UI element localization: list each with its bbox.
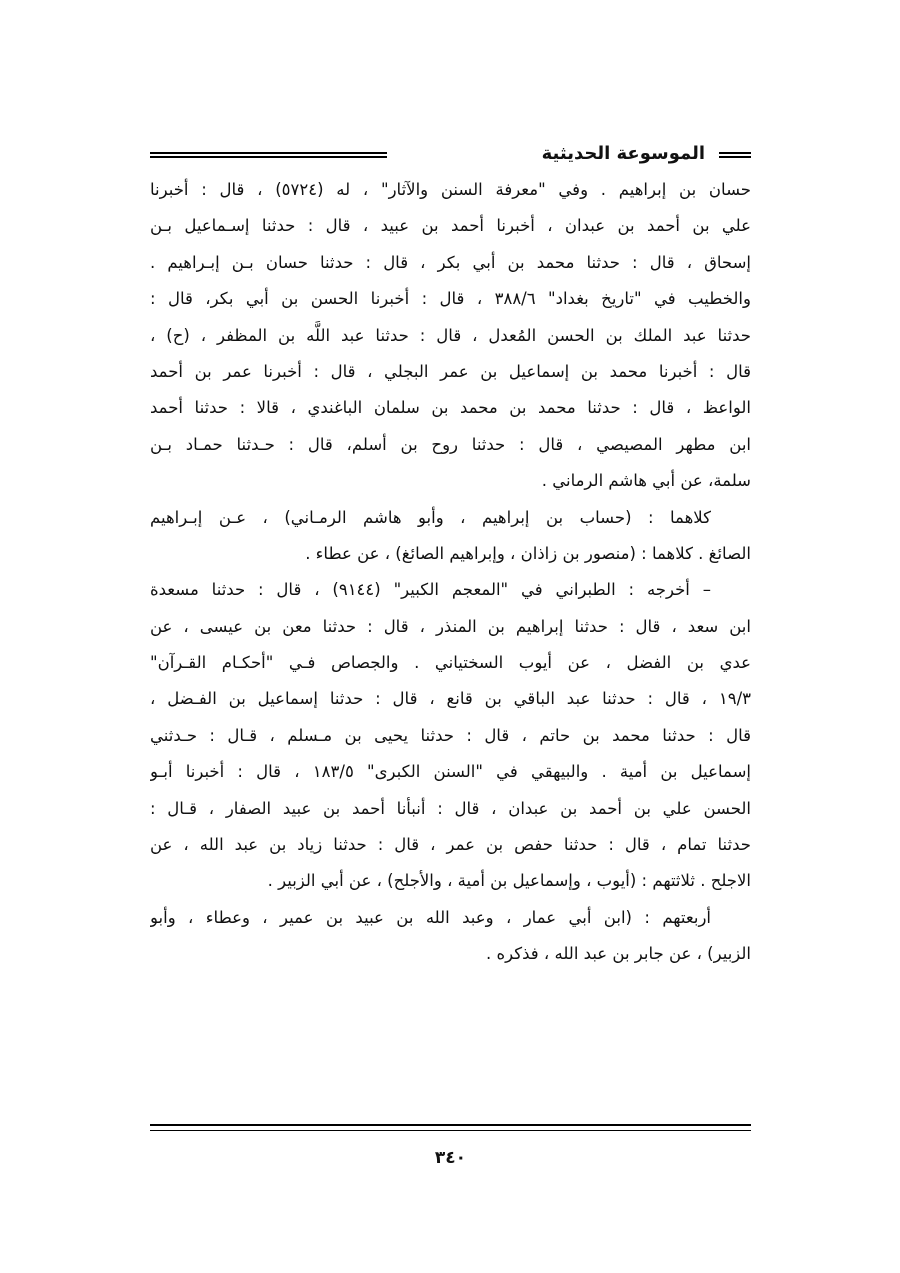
header-rule-right <box>719 152 751 158</box>
text-line: الواعظ ، قال : حدثنا محمد بن محمد بن سلمان الباغندي ، قالا : حدثنا أحمد <box>150 398 751 418</box>
text-line: – أخرجه : الطبراني في "المعجم الكبير" (٩١٤٤) ، قال : حدثنا مسعدة <box>150 580 712 600</box>
text-line: إسحاق ، قال : حدثنا محمد بن أبي بكر ، قال : حدثنا حسان بـن إبـراهيم . <box>150 252 751 272</box>
text-line: ابن مطهر المصيصي ، قال : حدثنا روح بن أسلم، قال : حـدثنا حمـاد بـن <box>150 434 751 454</box>
text-line: أربعتهم : (ابن أبي عمار ، وعبد الله بن عبيد بن عمير ، وعطاء ، وأبو <box>150 907 711 927</box>
text-line: قال : أخبرنا محمد بن إسماعيل بن عمر البجلي ، قال : أخبرنا عمر بن أحمد <box>150 361 751 381</box>
text-line: عدي بن الفضل ، عن أيوب السختياني . والجصاص فـي "أحكـام القـرآن" <box>150 653 751 673</box>
text-line: ١٩/٣ ، قال : حدثنا عبد الباقي بن قانع ، قال : حدثنا إسماعيل بن الفـضل ، <box>150 689 751 709</box>
page-number: ٣٤٠ <box>434 1148 467 1168</box>
running-title: الموسوعة الحديثية <box>541 143 705 164</box>
page-header <box>150 143 751 167</box>
text-line: الزبير) ، عن جابر بن عبد الله ، فذكره . <box>486 944 751 964</box>
text-line: والخطيب في "تاريخ بغداد" ٣٨٨/٦ ، قال : أخبرنا الحسن بن أبي بكر، قال : <box>150 289 751 309</box>
text-line: سلمة، عن أبي هاشم الرماني . <box>541 471 751 491</box>
text-line: حسان بن إبراهيم . وفي "معرفة السنن والآثار" ، له (٥٧٢٤) ، قال : أخبرنا <box>150 180 751 199</box>
text-line: حدثنا عبد الملك بن الحسن المُعدل ، قال : حدثنا عبد اللَّه بن المظفر ، (ح) ، <box>150 325 751 345</box>
text-line: ابن سعد ، قال : حدثنا إبراهيم بن المنذر ، قال : حدثنا معن بن عيسى ، عن <box>150 616 751 636</box>
body-text <box>150 172 751 973</box>
footer-rule <box>150 1124 751 1131</box>
header-rule-left <box>150 152 387 158</box>
text-line: الاجلح . ثلاثتهم : (أيوب ، وإسماعيل بن أمية ، والأجلح) ، عن أبي الزبير . <box>267 871 751 891</box>
text-line: إسماعيل بن أمية . والبيهقي في "السنن الكبرى" ١٨٣/٥ ، قال : أخبرنا أبـو <box>150 762 751 782</box>
text-line: الصائغ . كلاهما : (منصور بن زاذان ، وإبراهيم الصائغ) ، عن عطاء . <box>305 543 751 563</box>
text-line: كلاهما : (حساب بن إبراهيم ، وأبو هاشم الرمـاني) ، عـن إبـراهيم <box>150 507 711 527</box>
text-line: قال : حدثنا محمد بن حاتم ، قال : حدثنا يحيى بن مـسلم ، قـال : حـدثني <box>150 725 751 745</box>
text-line: حدثنا تمام ، قال : حدثنا حفص بن عمر ، قال : حدثنا زياد بن عبد الله ، عن <box>150 835 751 855</box>
text-line: علي بن أحمد بن عبدان ، أخبرنا أحمد بن عبيد ، قال : حدثنا إسـماعيل بـن <box>150 216 751 236</box>
text-line: الحسن علي بن أحمد بن عبدان ، قال : أنبأنا أحمد بن عبيد الصفار ، قـال : <box>150 798 751 818</box>
